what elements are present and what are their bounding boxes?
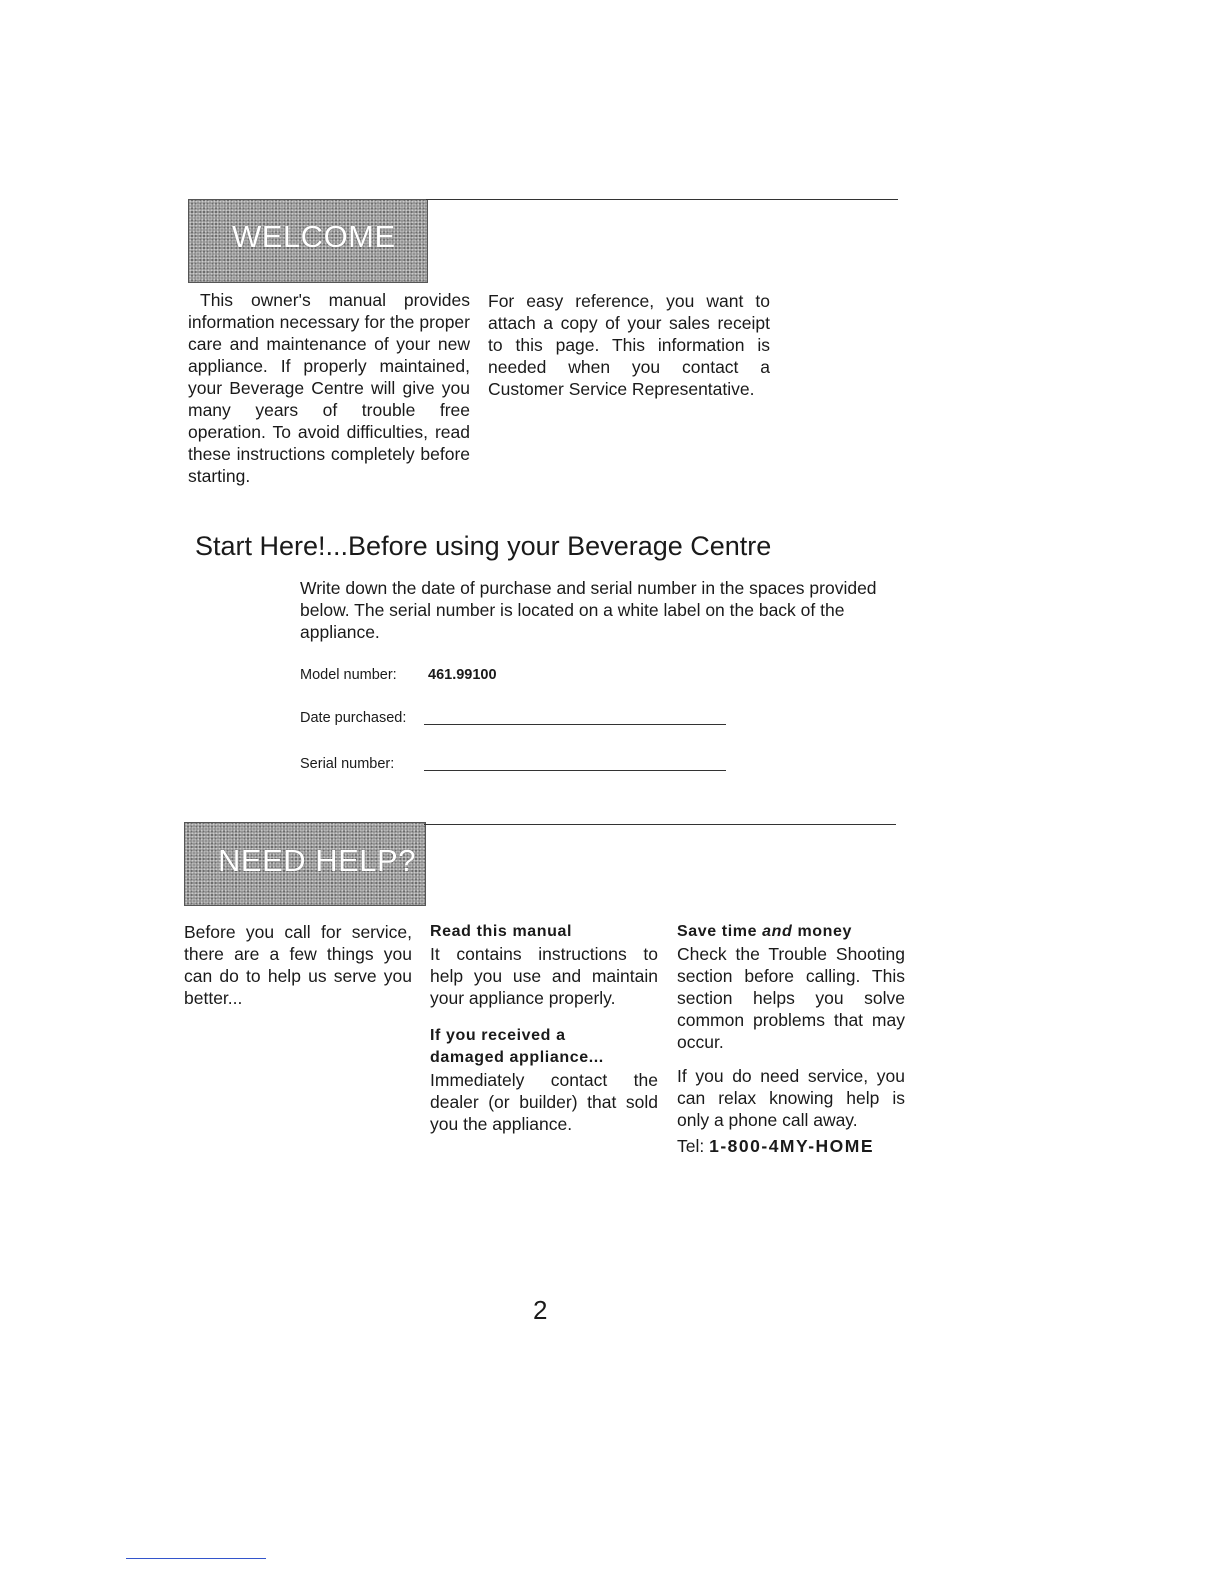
date-purchased-label: Date purchased:: [300, 710, 407, 726]
telephone-number: 1-800-4MY-HOME: [709, 1136, 875, 1156]
start-here-heading: Start Here!...Before using your Beverage Centre: [195, 531, 772, 561]
read-manual-block: [430, 921, 658, 1009]
need-help-rule: [424, 824, 896, 825]
welcome-left-paragraph: This owner's manual provides information necessary for the proper care and maintenance of your new appliance. If properly maintained, your Beverage Centre will give you many years of trouble free operation. To avoid difficulties, read these instructions completely before starting.: [188, 290, 470, 486]
telephone-line: Tel: 1-800-4MY-HOME: [677, 1136, 875, 1156]
serial-number-field[interactable]: [424, 770, 726, 771]
footer-divider: [126, 1558, 266, 1559]
date-purchased-field[interactable]: [424, 724, 726, 725]
serial-number-label: Serial number:: [300, 756, 395, 772]
start-here-intro: Write down the date of purchase and serial number in the spaces provided below. The serial number is located on a white label on the back of the appliance.: [300, 578, 877, 642]
save-time-text: Check the Trouble Shooting section before calling. This section helps you solve common problems that may occur.: [677, 944, 905, 1052]
model-number-value: 461.99100: [428, 667, 497, 683]
welcome-banner-title: WELCOME: [232, 219, 396, 254]
read-manual-text: It contains instructions to help you use and maintain your appliance properly.: [430, 944, 658, 1008]
model-number-label: Model number:: [300, 667, 397, 683]
read-manual-title: Read this manual: [430, 923, 573, 940]
damaged-appliance-block: [430, 1025, 658, 1135]
damaged-appliance-text: Immediately contact the dealer (or builder) that sold you the appliance.: [430, 1070, 658, 1134]
page-number: 2: [533, 1295, 548, 1325]
help-intro-paragraph: Before you call for service, there are a few things you can do to help us serve you better...: [184, 922, 412, 1008]
welcome-rule: [426, 199, 898, 200]
need-help-banner-title: NEED HELP?: [218, 843, 416, 878]
welcome-right-paragraph: For easy reference, you want to attach a copy of your sales receipt to this page. This information is needed when you contact a Customer Service Representative.: [488, 291, 770, 399]
save-time-block: [677, 921, 905, 1157]
damaged-appliance-title: If you received a damaged appliance...: [430, 1027, 604, 1066]
save-time-title: Save time and money: [677, 923, 853, 940]
service-text: If you do need service, you can relax knowing help is only a phone call away.: [677, 1066, 905, 1130]
